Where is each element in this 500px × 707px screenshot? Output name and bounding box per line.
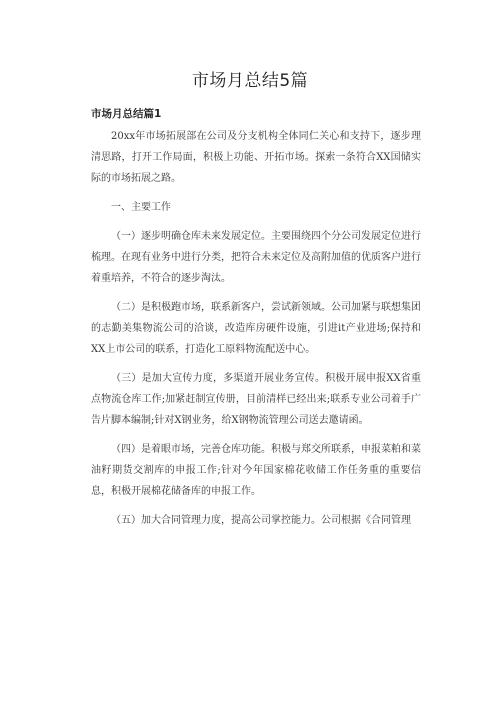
paragraph-heading-main-work: 一、主要工作 xyxy=(111,202,171,213)
paragraph-item-2: （二）是积极跑市场，联系新客户，尝试新领域。公司加紧与联想集团的志勤美集物流公司的洽谈，改造库房硬件设施，引进it产业进场;保持和XX上市公司的联系，打造化工原料物流配送中心。 xyxy=(91,302,421,355)
paragraph-item-4: （四）是着眼市场，完善仓库功能。积极与郑交所联系，申报菜粕和菜油籽期货交割库的申报工作;针对今年国家棉花收储工作任务重的重要信息，积极开展棉花储备库的申报工作。 xyxy=(91,444,421,497)
paragraph-intro: 20xx年市场拓展部在公司及分支机构全体同仁关心和支持下，逐步理清思路，打开工作局面，积极上功能、开拓市场。探索一条符合XX国储实际的市场拓展之路。 xyxy=(91,131,421,184)
document-title: 市场月总结5篇 xyxy=(191,71,309,91)
section-heading: 市场月总结篇1 xyxy=(91,108,162,120)
paragraph-item-1: （一）逐步明确仓库未来发展定位。主要围绕四个分公司发展定位进行梳理。在现有业务中进行分类，把符合未来定位及高附加值的优质客户进行着重培养，不符合的逐步淘汰。 xyxy=(91,231,421,284)
paragraph-item-5: （五）加大合同管理力度，提高公司掌控能力。公司根据《合同管理 xyxy=(111,515,411,526)
paragraph-item-3: （三）是加大宣传力度，多渠道开展业务宣传。积极开展申报XX省重点物流仓库工作;加紧赶制宣传册，目前清样已经出来;联系专业公司着手广告片脚本编制;针对X钢业务，给X钢物流管理公司送去邀请函。 xyxy=(91,373,421,426)
document-body xyxy=(91,126,421,539)
